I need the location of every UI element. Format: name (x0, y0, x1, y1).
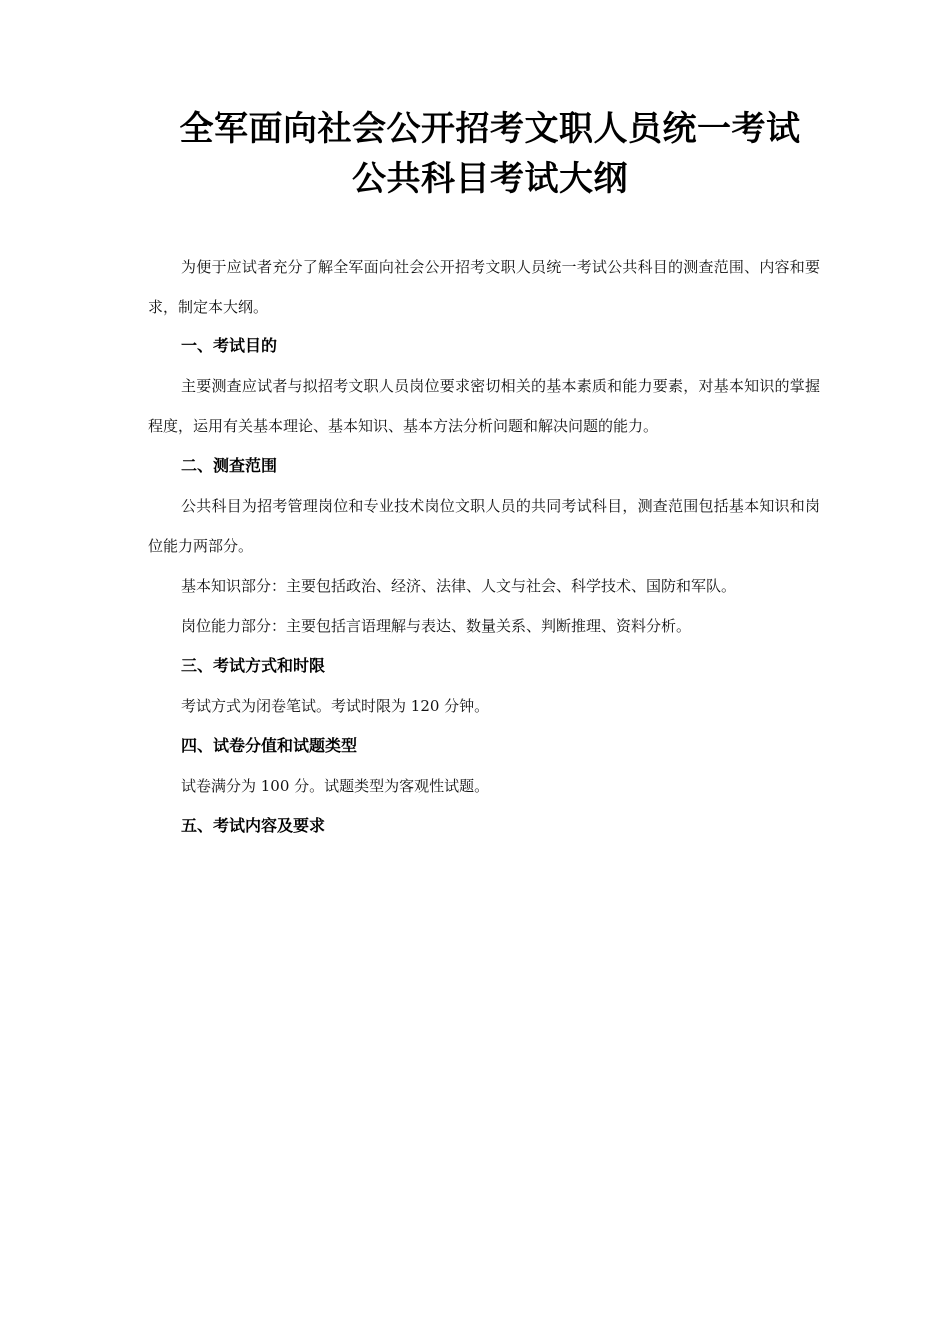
purpose-paragraph: 主要测查应试者与拟招考文职人员岗位要求密切相关的基本素质和能力要素，对基本知识的掌握程度，运用有关基本理论、基本知识、基本方法分析问题和解决问题的能力。 (148, 377, 820, 435)
intro-paragraph: 为便于应试者充分了解全军面向社会公开招考文职人员统一考试公共科目的测查范围、内容和要求，制定本大纲。 (148, 258, 820, 316)
document-title-line-1: 全军面向社会公开招考文职人员统一考试 (179, 109, 801, 149)
section-heading-scope: 二、测查范围 (181, 456, 278, 475)
section-heading-score-types: 四、试卷分值和试题类型 (181, 736, 358, 755)
document-title-line-2: 公共科目考试大纲 (352, 159, 628, 199)
job-ability-paragraph: 岗位能力部分：主要包括言语理解与表达、数量关系、判断推理、资料分析。 (181, 617, 692, 635)
section-heading-exam-format: 三、考试方式和时限 (181, 656, 326, 675)
exam-format-paragraph: 考试方式为闭卷笔试。考试时限为 120 分钟。 (181, 697, 490, 715)
basic-knowledge-paragraph: 基本知识部分：主要包括政治、经济、法律、人文与社会、科学技术、国防和军队。 (181, 577, 737, 595)
score-types-paragraph: 试卷满分为 100 分。试题类型为客观性试题。 (181, 777, 490, 795)
section-heading-purpose: 一、考试目的 (181, 336, 278, 355)
section-heading-content-requirements: 五、考试内容及要求 (181, 816, 326, 835)
scope-paragraph: 公共科目为招考管理岗位和专业技术岗位文职人员的共同考试科目，测查范围包括基本知识和岗位能力两部分。 (148, 497, 820, 555)
